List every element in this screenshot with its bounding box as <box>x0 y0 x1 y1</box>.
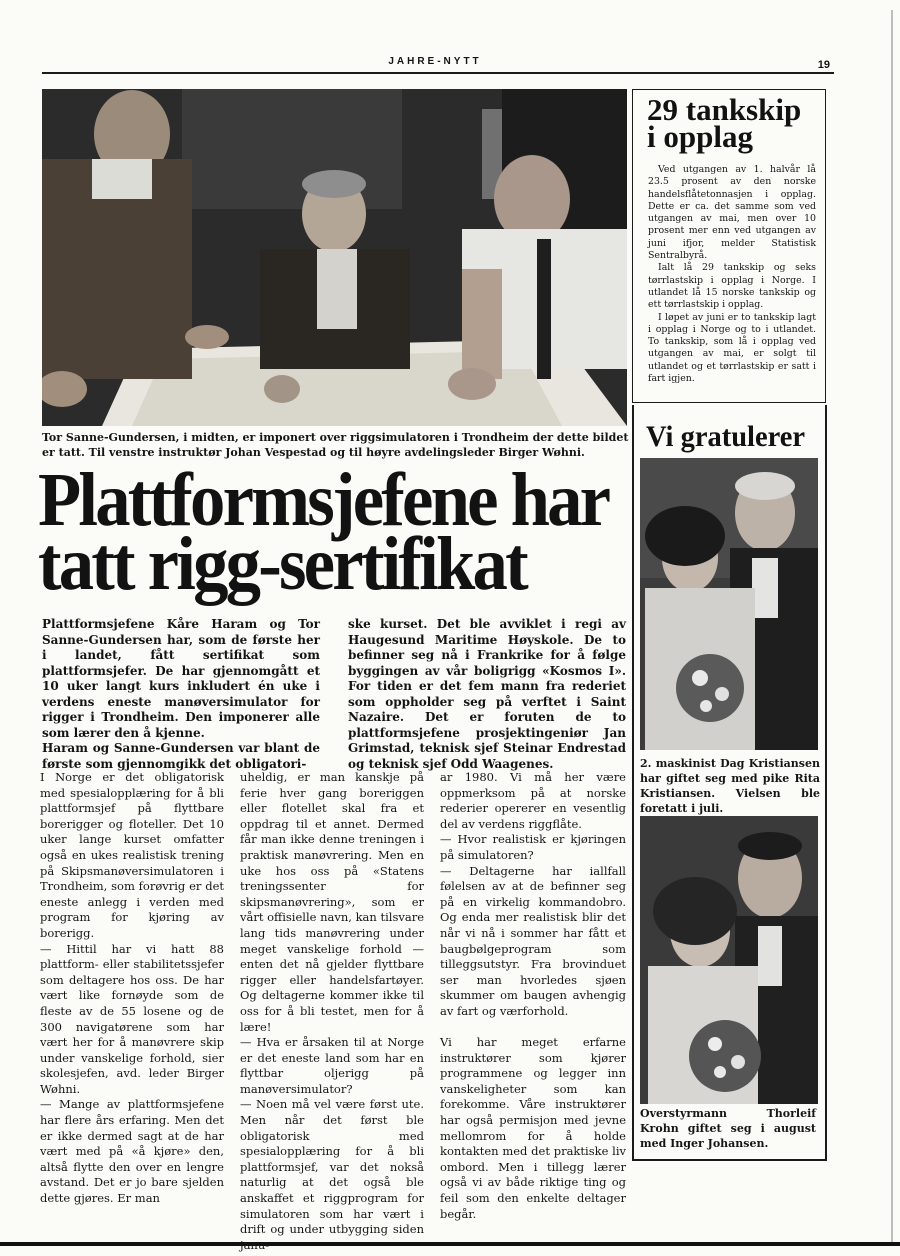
wedding-caption-2: Overstyrmann Thorleif Krohn giftet seg i august med Inger Johansen. <box>640 1107 816 1150</box>
congrats-frame-bottom <box>632 1159 826 1161</box>
body-column-3: ar 1980. Vi må her være oppmerksom på at norske rederier opererer en vesentlig del av verdens riggflåte. — Hvor realistisk er kjøringen på simulatoren? — Deltagerne har iallfall følelsen av at de befinner seg på en virkelig kommandobro. Og enda mer realistisk blir det når vi nå i sommer har fått et baugbølgeprogram som tilleggsutstyr. Fra brovinduet ser man hvorledes sjøen skummer om baugen avhengig av fart og værforhold. Vi har meget erfarne instruktører som kjører programmene og legger inn vanskeligheter som kan forekomme. Våre instruktører har også permisjon med jevne mellomrom for å holde kontakten med det praktiske liv ombord. Men i tillegg lærer også vi av både riktige ting og feil som den enkelte deltager begår. <box>440 770 626 1221</box>
article-headline <box>38 458 609 606</box>
lead-right-column: ske kurset. Det ble avviklet i regi av Haugesund Maritime Høyskole. De to befinner seg nå i Frankrike for å følge byggingen av vår boligrigg «Kosmos I». For tiden er det fem mann fra rederiet som oppholder seg på verftet i Saint Nazaire. Det er foruten de to plattformsjefene prosjektingeniør Jan Grimstad, teknisk sjef Steinar Endrestad og teknisk sjef Odd Waagenes. <box>348 617 626 771</box>
tankship-box-body: Ved utgangen av 1. halvår lå 23.5 prosent av den norske handelsflåtetonnasjen i opplag. Dette er ca. det samme som ved utgangen av mai, men over 10 prosent mer enn ved utgangen av juni ifjor, melder Statistisk Sentralbyrå. Ialt lå 29 tankskip og seks tørrlastskip i opplag i Norge. I utlandet lå 15 norske tankskip og ett tørrlastskip i opplag. I løpet av juni er to tankskip lagt i opplag i Norge og to i utlandet. To tankskip, som lå i opplag ved utgangen av mai, er solgt til utlandet og et tørrlastskip er satt i fart igjen. <box>648 164 816 385</box>
body-column-1: I Norge er det obligatorisk med spesialopplæring for å bli plattformsjef på flyttbare borerigger og floteller. Det 10 uker lange kurset omfatter også en ukes realistisk trening på Skipsmanøversimulatoren i Trondheim, som forøvrig er det eneste anlegg i verden med program for kjøring av borerigg. — Hittil har vi hatt 88 plattform- eller stabilitetssjefer som deltagere hos oss. De har vært like fornøyde som de fleste av de 55 losene og de 300 navigatørene som har vært her for å manøvrere skip under vanskelige forhold, sier skolesjefen, avd. leder Birger Wøhni. — Mange av plattformsjefene har flere års erfaring. Men det er ikke dermed sagt at de har vært med på «å kjøre» den, altså flytte den over en lengre avstand. Det er jo bare sjelden dette gjøres. Er man <box>40 770 224 1206</box>
congrats-frame-left <box>632 405 634 1161</box>
headline-line-2: tatt rigg-sertifikat <box>38 522 526 606</box>
bottom-page-edge <box>0 1242 900 1246</box>
header-rule <box>42 72 834 74</box>
wedding-photo-1 <box>640 458 818 750</box>
wedding-caption-1: 2. maskinist Dag Kristiansen har giftet seg med pike Rita Kristiansen. Vielsen ble foretatt i juli. <box>640 757 820 815</box>
wedding-photo-2 <box>640 816 818 1104</box>
congrats-heading: Vi gratulerer <box>646 420 806 453</box>
publication-name: JAHRE-NYTT <box>388 56 482 67</box>
headline-line-1: Plattformsjefene har <box>38 458 609 542</box>
photo-caption: Tor Sanne-Gundersen, i midten, er imponert over riggsimulatoren i Trondheim der dette bildet er tatt. Til venstre instruktør Johan Vespestad og til høyre avdelingsleder Birger Wøhni. <box>42 431 629 459</box>
page-number: 19 <box>817 59 830 71</box>
tankship-box-title: 29 tankskip i opplag <box>647 92 802 154</box>
simulator-photo <box>42 89 627 426</box>
congrats-frame-right <box>825 405 827 1161</box>
body-column-2: uheldig, er man kanskje på ferie hver gang boreriggen eller flotellet skal fra et oppdrag til et annet. Dermed får man ikke denne treningen i praktisk manøvrering. Men en uke hos oss på «Statens treningssenter for skipsmanøvrering», som er vårt offisielle navn, kan tilsvare lang tids manøvrering under meget vanskelige forhold — enten det nå gjelder flyttbare rigger eller handelsfartøyer. Og deltagerne kommer ikke til oss for å bli testet, men for å lære! — Hva er årsaken til at Norge er det eneste land som har en flyttbar oljerigg på manøversimulator? — Noen må vel være først ute. Men når det først ble obligatorisk med spesialopplæring for å bli plattformsjef, var det nokså naturlig at det også ble anskaffet et riggprogram for simulatoren som har vært i drift og under utbygging siden janu- <box>240 770 424 1252</box>
lead-left-column: Plattformsjefene Kåre Haram og Tor Sanne-Gundersen har, som de første her i landet, fått sertifikat som plattformsjefer. De har gjennomgått et 10 uker langt kurs inkludert én uke i verdens eneste manøversimulator for rigger i Trondheim. Den imponerer alle som lærer den å kjenne. Haram og Sanne-Gundersen var blant de første som gjennomgikk det obligatori- <box>42 617 320 771</box>
right-page-edge <box>891 10 893 1246</box>
